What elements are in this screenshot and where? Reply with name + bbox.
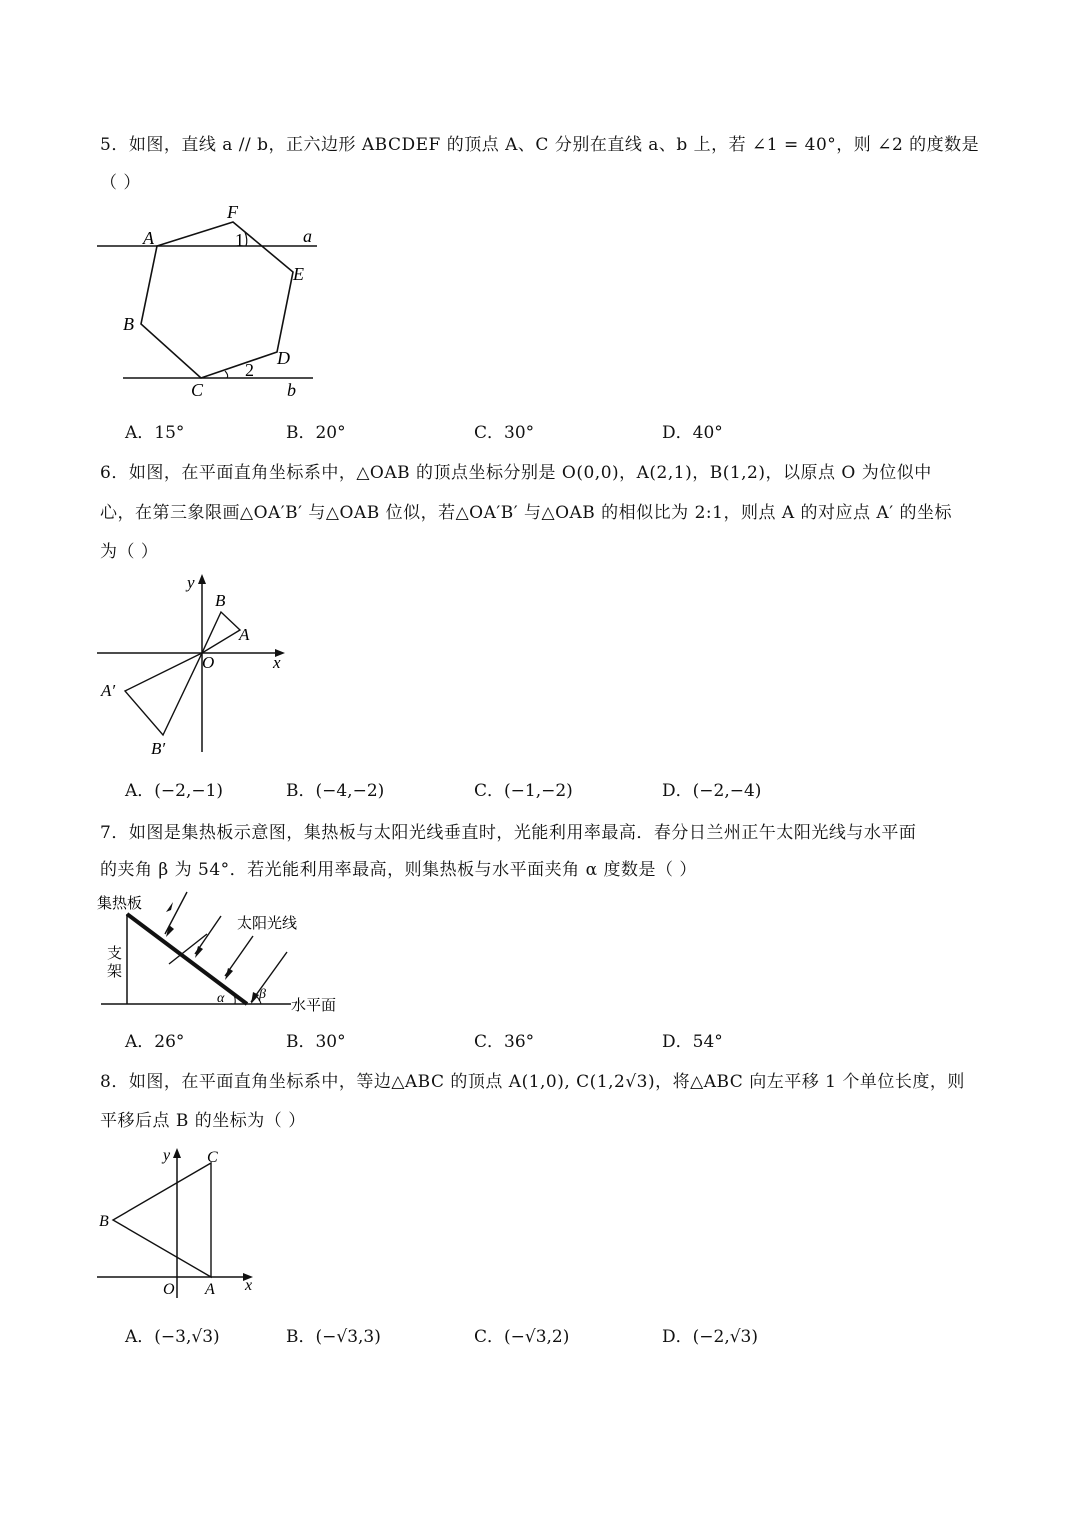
q8-label-a: A — [205, 1281, 215, 1298]
q7-label-alpha: α — [217, 991, 225, 1006]
q7-stem-line2: 的夹角 β 为 54°．若光能利用率最高，则集热板与水平面夹角 α 度数是（ ） — [100, 860, 697, 880]
q7-option-c[interactable]: C．36° — [474, 1032, 535, 1052]
q5-option-a[interactable]: A．15° — [125, 423, 185, 443]
q6-coordinate-figure — [95, 570, 295, 760]
q7-label-ground: 水平面 — [291, 998, 337, 1014]
q5-hexagon-figure — [95, 200, 335, 400]
q6-stem-line2: 心，在第三象限画△OA′B′ 与△OAB 位似，若△OA′B′ 与△OAB 的相似比为 2:1，则点 A 的对应点 A′ 的坐标 — [100, 503, 952, 523]
q6-label-o: O — [202, 653, 215, 672]
q6-label-b-prime: B′ — [151, 739, 166, 758]
q8-label-c: C — [207, 1149, 218, 1166]
q8-option-d[interactable]: D．(−2,√3) — [662, 1327, 759, 1347]
q5-label-angle1: 1 — [235, 230, 244, 250]
q5-label-b-point: B — [123, 314, 134, 334]
q7-solar-panel-figure — [95, 890, 345, 1020]
q5-label-a-point: A — [143, 228, 154, 248]
q8-stem-line2: 平移后点 B 的坐标为（ ） — [100, 1111, 306, 1131]
q8-label-b: B — [99, 1213, 109, 1230]
q6-option-c[interactable]: C．(−1,−2) — [474, 781, 573, 801]
q5-label-line-b: b — [287, 380, 296, 400]
q5-label-f: F — [227, 202, 238, 222]
q8-axis-x: x — [245, 1277, 253, 1294]
q5-label-e: E — [293, 264, 304, 284]
q5-label-d: D — [277, 348, 290, 368]
q6-option-b[interactable]: B．(−4,−2) — [286, 781, 385, 801]
q8-option-a[interactable]: A．(−3,√3) — [125, 1327, 220, 1347]
q5-label-angle2: 2 — [245, 360, 254, 380]
q6-axis-y: y — [187, 573, 195, 592]
q6-option-d[interactable]: D．(−2,−4) — [662, 781, 762, 801]
q7-stem-line1: 7．如图是集热板示意图，集热板与太阳光线垂直时，光能利用率最高．春分日兰州正午太阳光线与水平面 — [100, 823, 917, 843]
q8-stem-line1: 8．如图，在平面直角坐标系中，等边△ABC 的顶点 A(1,0), C(1,2√3)，将△ABC 向左平移 1 个单位长度，则 — [100, 1072, 965, 1092]
q5-label-line-a: a — [303, 226, 312, 246]
q6-label-a-prime: A′ — [101, 681, 116, 700]
q8-option-c[interactable]: C．(−√3,2) — [474, 1327, 570, 1347]
q7-option-b[interactable]: B．30° — [286, 1032, 346, 1052]
q6-label-a: A — [239, 625, 250, 644]
q7-label-support-1: 支 — [107, 946, 123, 962]
q8-triangle-figure — [95, 1140, 265, 1300]
q7-label-panel: 集热板 — [97, 896, 143, 912]
q8-label-o: O — [163, 1281, 175, 1298]
q5-label-c: C — [191, 380, 204, 400]
q6-option-a[interactable]: A．(−2,−1) — [125, 781, 224, 801]
q7-label-support-2: 架 — [107, 964, 123, 980]
q8-axis-y: y — [163, 1147, 171, 1164]
q7-option-d[interactable]: D．54° — [662, 1032, 723, 1052]
q6-stem-line3: 为（ ） — [100, 542, 159, 562]
q6-axis-x: x — [273, 653, 281, 672]
q5-option-b[interactable]: B．20° — [286, 423, 346, 443]
q6-label-b: B — [215, 591, 226, 610]
q5-option-d[interactable]: D．40° — [662, 423, 723, 443]
q5-stem-line2: （ ） — [100, 173, 141, 193]
q7-label-sunlight: 太阳光线 — [237, 916, 298, 932]
q7-label-beta: β — [259, 987, 266, 1002]
q5-option-c[interactable]: C．30° — [474, 423, 535, 443]
q8-option-b[interactable]: B．(−√3,3) — [286, 1327, 381, 1347]
q6-stem-line1: 6．如图，在平面直角坐标系中，△OAB 的顶点坐标分别是 O(0,0)，A(2,1)，B(1,2)，以原点 O 为位似中 — [100, 463, 932, 483]
q5-stem-line1: 5．如图，直线 a // b，正六边形 ABCDEF 的顶点 A、C 分别在直线 a、b 上，若 ∠1 = 40°，则 ∠2 的度数是 — [100, 135, 980, 155]
q7-option-a[interactable]: A．26° — [125, 1032, 185, 1052]
